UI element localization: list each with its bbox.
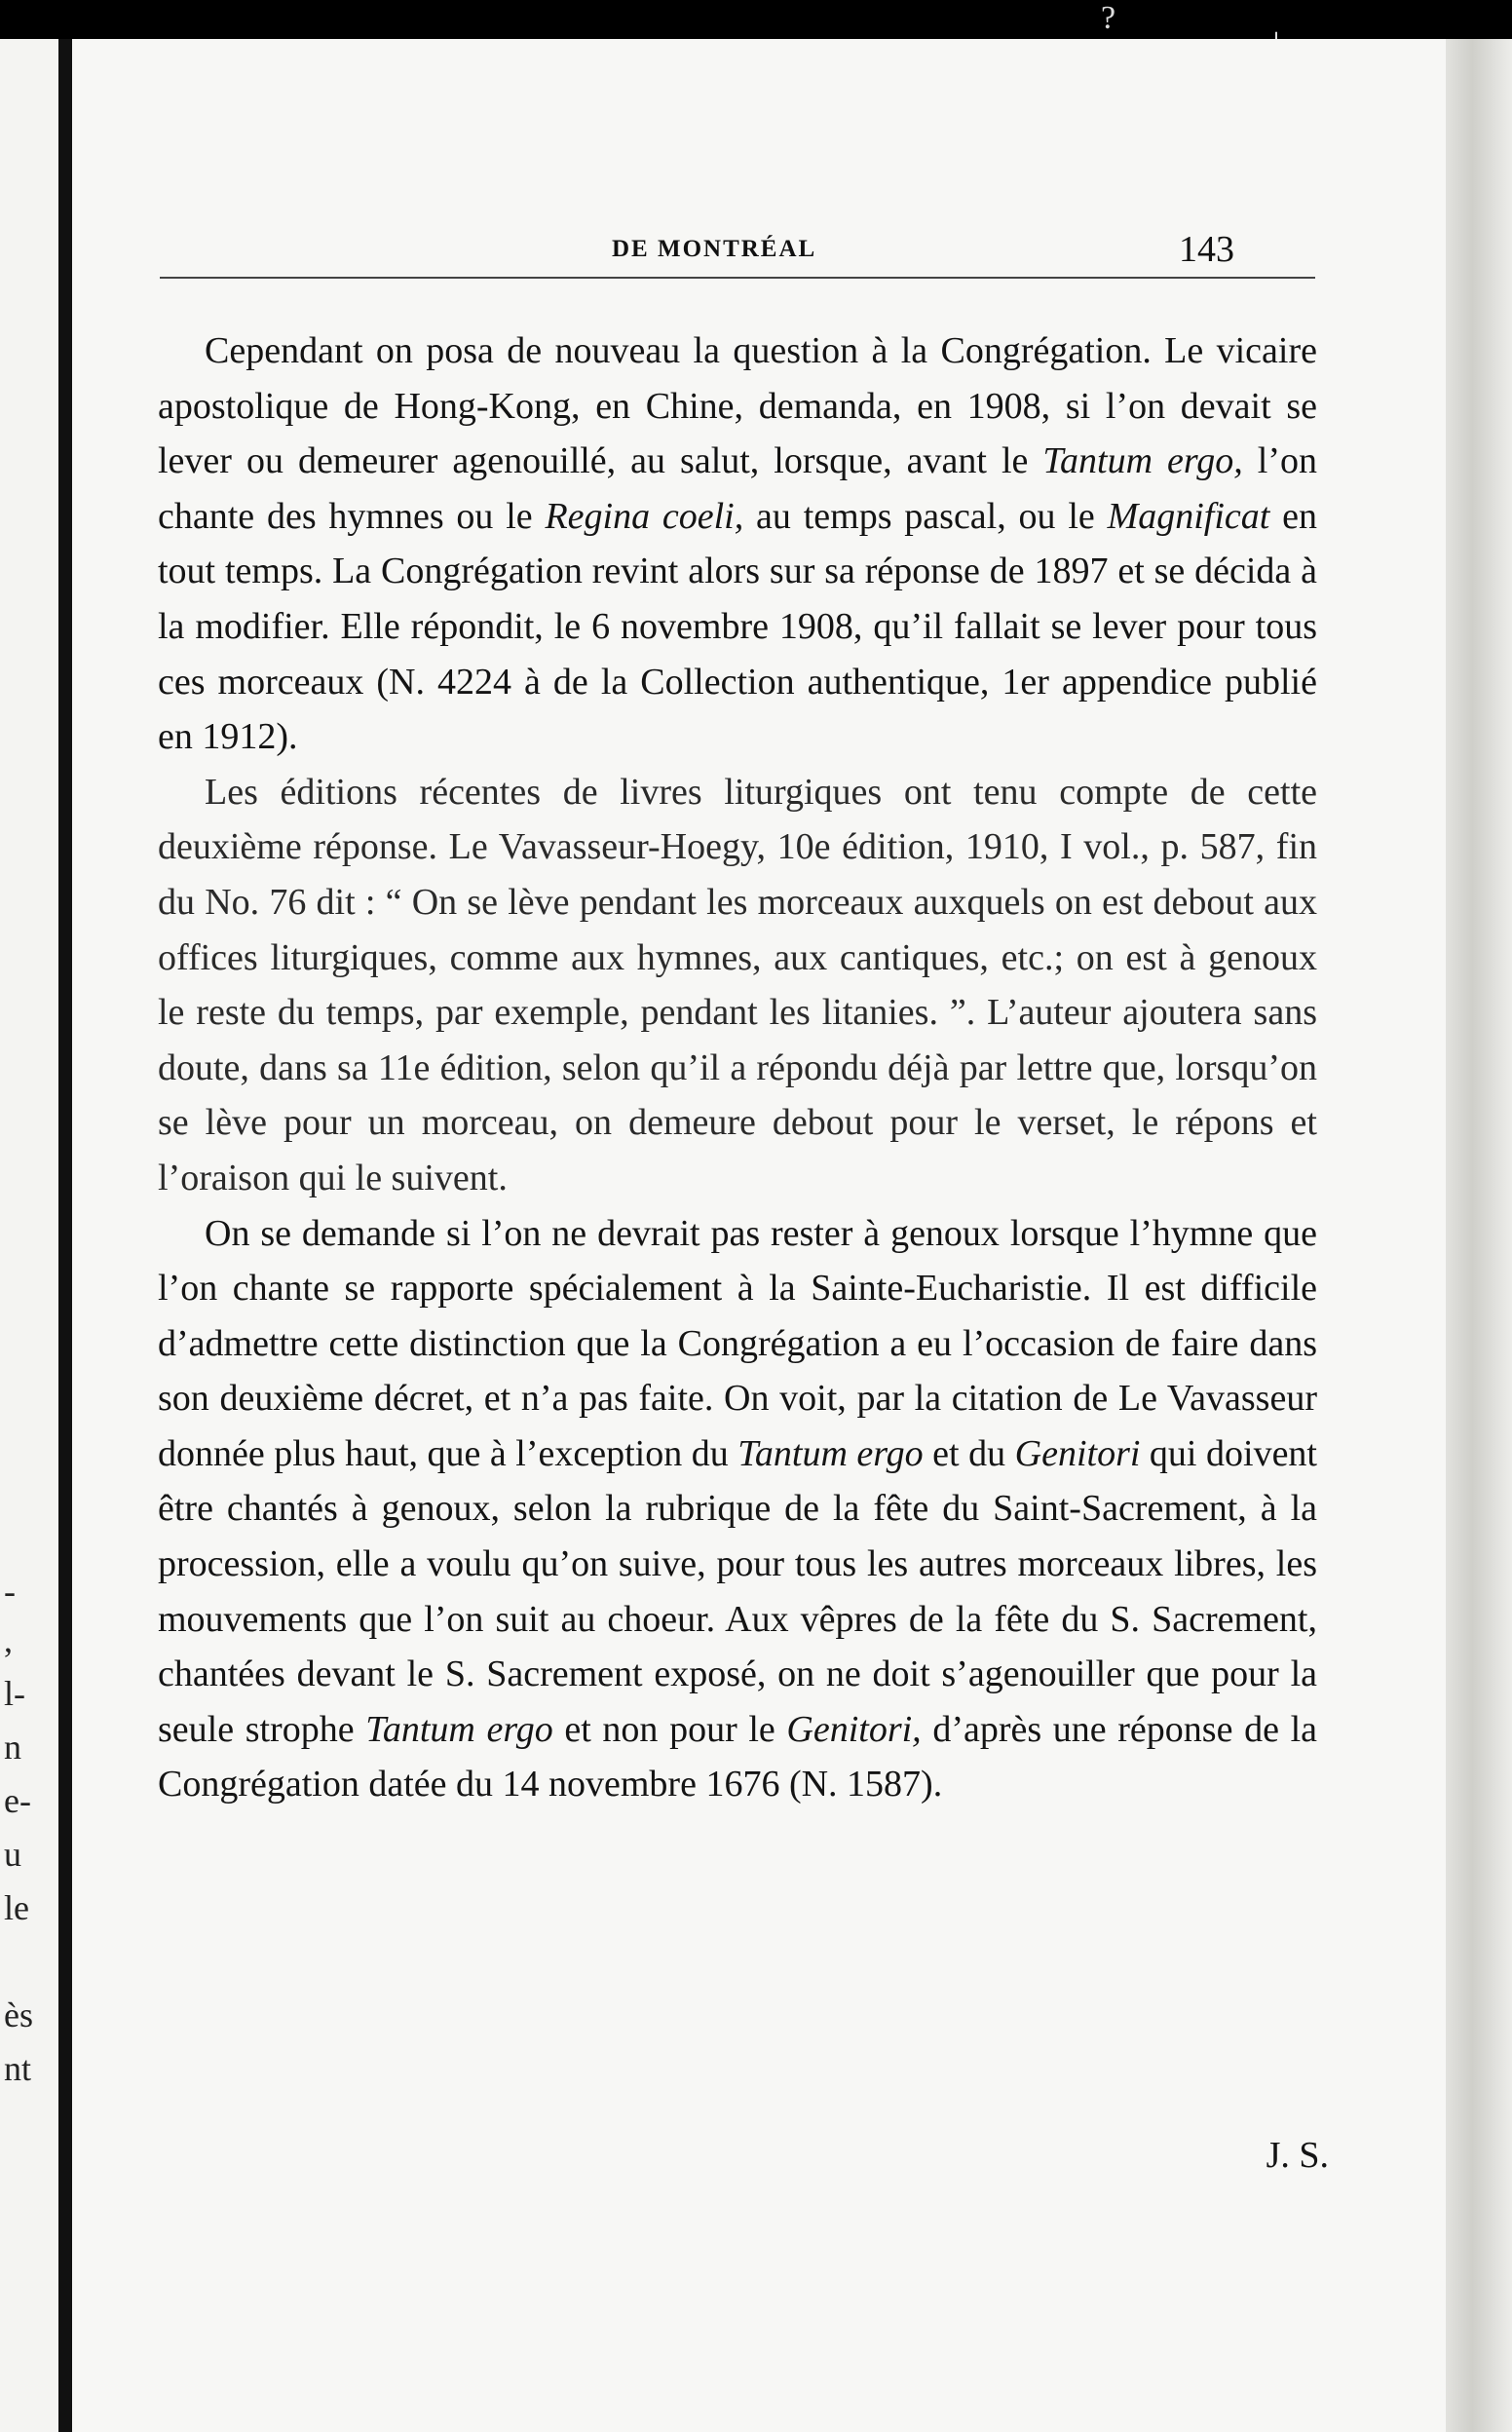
running-head-title: DE MONTRÉAL [612, 236, 817, 262]
paragraph: On se demande si l’on ne devrait pas rester à genoux lorsque l’hymne que l’on chante se rapporte spécialement à la Sainte-Eucharistie. Il est difficile d’admettre cette distinction que la Congrégation a eu l’occasion de faire dans son deuxième décret, et n’a pas faite. On voit, par la citation de Le Vavasseur donnée plus haut, que à l’exception du Tantum ergo et du Genitori qui doivent être chantés à genoux, selon la rubrique de la fête du Saint-Sacrement, à la procession, elle a voulu qu’on suive, pour tous les autres morceaux libres, les mouvements que l’on suit au choeur. Aux vêpres de la fête du S. Sacrement, chantées devant le S. Sacrement exposé, on ne doit s’agenouiller que pour la seule strophe Tantum ergo et non pour le Genitori, d’après une réponse de la Congrégation datée du 14 novembre 1676 (N. 1587). [158, 1212, 1317, 1805]
running-head [72, 195, 1446, 273]
left-fragment: n [4, 1728, 21, 1767]
signature: J. S. [1266, 2135, 1329, 2176]
left-fragment: le [4, 1888, 29, 1927]
left-fragment: nt [4, 2049, 32, 2088]
paragraph: Les éditions récentes de livres liturgiques ont tenu compte de cette deuxième réponse. Le Vavasseur-Hoegy, 10e édition, 1910, I vol., p. 587, fin du No. 76 dit : “ On se lève pendant les morceaux auxquels on est debout aux offices liturgiques, comme aux hymnes, aux cantiques, etc.; on est à genoux le reste du temps, par exemple, pendant les litanies. ”. L’auteur ajoutera sans doute, dans sa 11e édition, selon qu’il a répondu déjà par lettre que, lorsqu’on se lève pour un morceau, on demeure debout pour le verset, le répons et l’oraison qui le suivent. [158, 771, 1317, 1198]
page-number: 143 [1179, 229, 1234, 270]
header-rule [160, 277, 1315, 279]
left-fragment: l- [4, 1674, 25, 1713]
left-fragment: ès [4, 1995, 33, 2034]
body-text [158, 323, 1317, 1812]
page-edge [1446, 39, 1512, 2432]
book-page [72, 39, 1446, 2432]
left-fragment: e- [4, 1781, 31, 1820]
scan-mark: ? [1101, 0, 1116, 36]
left-fragment: u [4, 1835, 21, 1874]
paragraph: Cependant on posa de nouveau la question à la Congrégation. Le vicaire apostolique de Hong-Kong, en Chine, demanda, en 1908, si l’on devait se lever ou demeurer agenouillé, au salut, lorsque, avant le Tantum ergo, l’on chante des hymnes ou le Regina coeli, au temps pascal, ou le Magnificat en tout temps. La Congrégation revint alors sur sa réponse de 1897 et se décida à la modifier. Elle répondit, le 6 novembre 1908, qu’il fallait se lever pour tous ces morceaux (N. 4224 à de la Collection authentique, 1er appendice publié en 1912). [158, 330, 1317, 758]
left-fragment: - [4, 1572, 16, 1611]
previous-page-edge [0, 39, 58, 2432]
left-fragment: , [4, 1620, 13, 1659]
binding-gutter [58, 39, 72, 2432]
